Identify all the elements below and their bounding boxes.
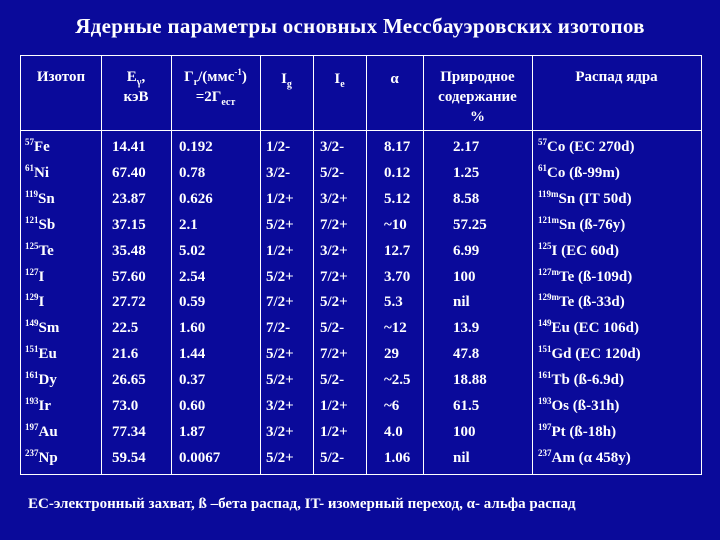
cell-ig: 5/2+ [266, 346, 294, 363]
cell-isotope: $^{237}$Np [25, 447, 58, 466]
col-divider [171, 56, 172, 474]
cell-ig: 1/2+ [266, 190, 294, 207]
cell-decay: $^{161}$Tb (ß-6.9d) [538, 370, 625, 389]
header-divider [21, 130, 701, 131]
cell-energy: 23.87 [112, 190, 146, 207]
header-abundance: Природное содержание % [438, 69, 517, 125]
cell-isotope: $^{151}$Eu [25, 344, 57, 363]
cell-decay: $^{193}$Os (ß-31h) [538, 396, 620, 414]
cell-abundance: nil [453, 449, 470, 466]
cell-alpha: 4.0 [384, 423, 403, 440]
col-divider [260, 56, 261, 474]
cell-ig: 3/2+ [266, 423, 294, 440]
cell-abundance: 13.9 [453, 320, 480, 337]
cell-ig: 1/2- [266, 139, 291, 155]
cell-decay: $^{57}$Co (EC 270d) [538, 137, 635, 155]
cell-ig: 1/2+ [266, 242, 294, 259]
cell-ig: 3/2- [266, 164, 291, 181]
cell-energy: 27.72 [112, 294, 146, 311]
header-isotope: Изотоп [36, 69, 86, 85]
cell-decay: $^{121m}$Sn (ß-76y) [538, 214, 626, 233]
cell-abundance: 47.8 [453, 346, 480, 363]
cell-energy: 21.6 [112, 346, 139, 363]
cell-energy: 73.0 [112, 398, 139, 414]
cell-alpha: 29 [384, 346, 399, 363]
cell-linewidth: 0.37 [179, 372, 206, 389]
cell-alpha: 12.7 [384, 242, 411, 259]
cell-abundance: 6.99 [453, 242, 480, 259]
cell-linewidth: 0.626 [179, 190, 213, 207]
cell-ig: 3/2+ [266, 398, 294, 414]
footer-note: EC-электронный захват, ß –бета распад, IT- изомерный переход, α- альфа распад [28, 496, 576, 512]
cell-isotope: $^{161}$Dy [25, 370, 57, 389]
cell-decay: $^{127m}$Te (ß-109d) [538, 266, 633, 285]
cell-abundance: 100 [453, 423, 476, 440]
cell-ie: 1/2+ [320, 423, 348, 440]
header-energy: $E_\gamma$, кэВ [123, 69, 149, 105]
cell-linewidth: 2.54 [179, 268, 206, 285]
cell-decay: $^{119m}$Sn (IT 50d) [538, 188, 632, 207]
cell-energy: 59.54 [112, 449, 146, 466]
cell-linewidth: 1.44 [179, 346, 206, 363]
cell-energy: 14.41 [112, 139, 146, 155]
col-divider [366, 56, 367, 474]
cell-linewidth: 1.60 [179, 320, 206, 337]
cell-linewidth: 5.02 [179, 242, 206, 259]
col-divider [532, 56, 533, 474]
cell-alpha: ~2.5 [384, 372, 411, 389]
cell-ie: 5/2- [320, 449, 345, 466]
cell-ig: 5/2+ [266, 449, 294, 466]
cell-decay: $^{61}$Co (ß-99m) [538, 162, 620, 181]
cell-decay: $^{129m}$Te (ß-33d) [538, 292, 625, 311]
cell-alpha: ~6 [384, 398, 400, 414]
cell-energy: 26.65 [112, 372, 146, 389]
col-divider [101, 56, 102, 474]
cell-linewidth: 0.78 [179, 164, 206, 181]
cell-ig: 5/2+ [266, 268, 294, 285]
cell-linewidth: 2.1 [179, 216, 198, 233]
isotope-table [20, 55, 702, 475]
cell-ie: 3/2+ [320, 190, 348, 207]
cell-isotope: $^{127}$I [25, 266, 45, 285]
cell-abundance: 100 [453, 268, 476, 285]
cell-isotope: $^{119}$Sn [25, 188, 55, 207]
cell-energy: 22.5 [112, 320, 139, 337]
cell-abundance: 61.5 [453, 398, 480, 414]
cell-decay: $^{125}$I (EC 60d) [538, 240, 620, 259]
cell-alpha: ~10 [384, 216, 407, 233]
cell-decay: $^{237}$Am (α 458y) [538, 447, 631, 466]
cell-alpha: 1.06 [384, 449, 411, 466]
cell-abundance: 8.58 [453, 190, 480, 207]
cell-decay: $^{151}$Gd (EC 120d) [538, 344, 641, 363]
cell-decay: $^{149}$Eu (EC 106d) [538, 318, 640, 337]
cell-abundance: 2.17 [453, 139, 480, 155]
cell-ie: 3/2+ [320, 242, 348, 259]
cell-linewidth: 0.59 [179, 294, 206, 311]
cell-energy: 57.60 [112, 268, 146, 285]
cell-isotope: $^{121}$Sb [25, 214, 56, 233]
cell-isotope: $^{193}$Ir [25, 396, 51, 414]
cell-linewidth: 0.0067 [179, 449, 221, 466]
cell-linewidth: 0.192 [179, 139, 213, 155]
cell-ie: 5/2- [320, 320, 345, 337]
cell-ig: 7/2- [266, 320, 291, 337]
header-linewidth: $\Gamma_r/(ммс^{-1})$ $=2\Gamma_{ест}$ [184, 67, 247, 108]
cell-isotope: $^{149}$Sm [25, 318, 60, 337]
cell-abundance: 18.88 [453, 372, 487, 389]
header-decay: Распад ядра [575, 69, 658, 85]
cell-isotope: $^{197}$Au [25, 421, 58, 440]
header-ie: $I_e$ [334, 71, 345, 90]
cell-alpha: 3.70 [384, 268, 411, 285]
cell-isotope: $^{125}$Te [25, 240, 54, 259]
cell-isotope: $^{61}$Ni [25, 162, 49, 181]
cell-energy: 37.15 [112, 216, 146, 233]
cell-linewidth: 0.60 [179, 398, 206, 414]
header-alpha: α [390, 71, 399, 87]
cell-abundance: nil [453, 294, 470, 311]
col-divider [313, 56, 314, 474]
cell-linewidth: 1.87 [179, 423, 206, 440]
cell-ig: 5/2+ [266, 372, 294, 389]
cell-ie: 5/2+ [320, 294, 348, 311]
cell-ie: 5/2- [320, 164, 345, 181]
cell-alpha: 5.3 [384, 294, 403, 311]
cell-ie: 7/2+ [320, 268, 348, 285]
cell-decay: $^{197}$Pt (ß-18h) [538, 421, 617, 440]
cell-isotope: $^{57}$Fe [25, 137, 50, 155]
cell-ie: 1/2+ [320, 398, 348, 414]
cell-ig: 7/2+ [266, 294, 294, 311]
page-title: Ядерные параметры основных Мессбауэровских изотопов [75, 14, 645, 38]
cell-energy: 77.34 [112, 423, 146, 440]
header-ig: $I_g$ [281, 71, 292, 90]
cell-ie: 7/2+ [320, 216, 348, 233]
cell-energy: 67.40 [112, 164, 146, 181]
cell-energy: 35.48 [112, 242, 146, 259]
cell-abundance: 57.25 [453, 216, 487, 233]
cell-ie: 3/2- [320, 139, 345, 155]
cell-ie: 7/2+ [320, 346, 348, 363]
cell-alpha: 5.12 [384, 190, 411, 207]
cell-alpha: 0.12 [384, 164, 411, 181]
cell-alpha: ~12 [384, 320, 407, 337]
cell-isotope: $^{129}$I [25, 292, 45, 311]
cell-abundance: 1.25 [453, 164, 480, 181]
cell-ie: 5/2- [320, 372, 345, 389]
cell-alpha: 8.17 [384, 139, 411, 155]
cell-ig: 5/2+ [266, 216, 294, 233]
